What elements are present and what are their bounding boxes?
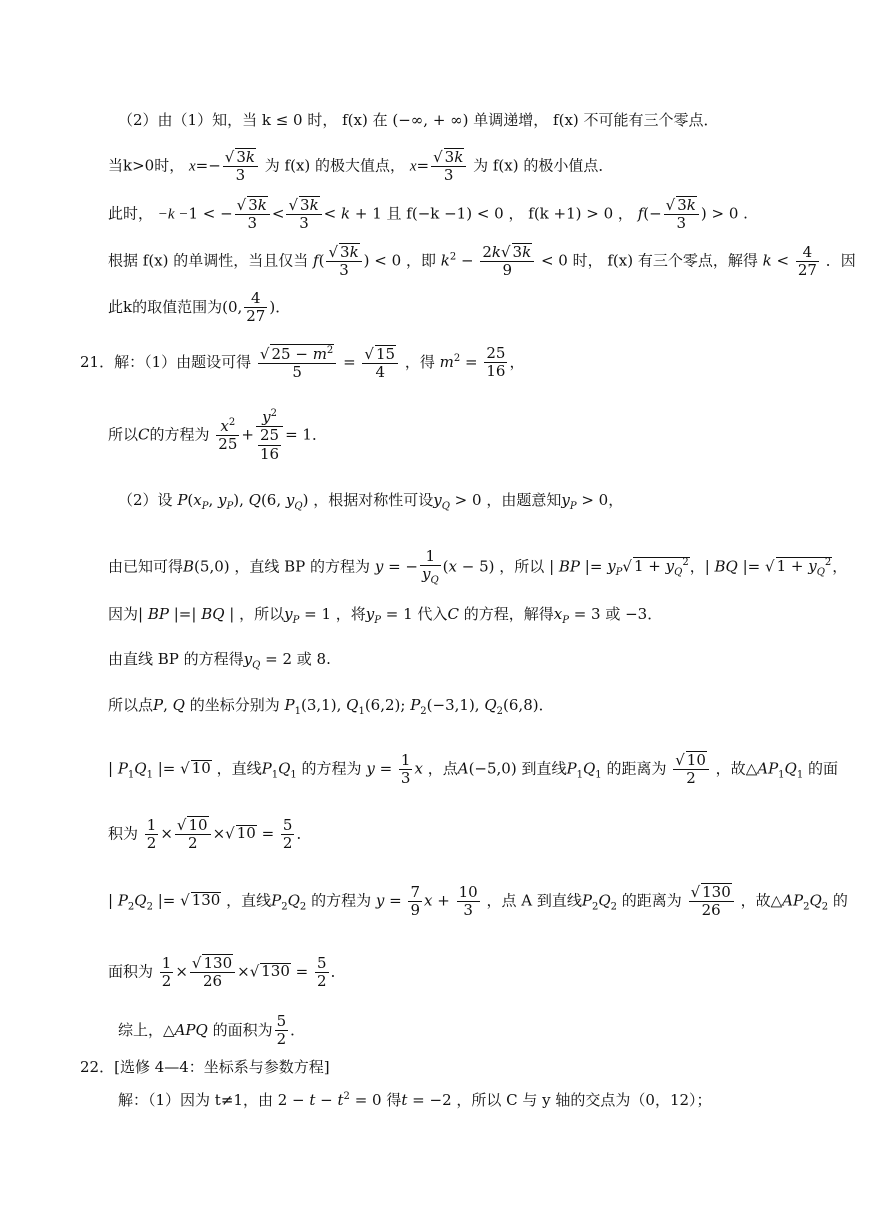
p2-line-4: 根据 f(x) 的单调性，当且仅当 f( $\frac{√ 3k}{3}$ ) < 0 ，即 $k^2$ − $\frac{2k√ 3k}{9}$ < 0 时， f(x) 有三个零点，解得 k < $\frac{4}{27}$ ．因 (108, 242, 856, 280)
p2-line-5: 此k的取值范围为(0, $\frac{4}{27}$ )． (108, 289, 291, 326)
q21-line-11: 面积为 $\frac{1}{2}$ × $\frac{√ 130}{26}$ ×√ 130 = $\frac{5}{2}$ ． (108, 953, 346, 991)
q21-line-2: 所以C的方程为 $\frac{x^2}{25}$ + $\frac{y^2}{\frac{25}{16}}$ = 1． (108, 408, 327, 463)
q21-line-10: | $P_2Q_2$ |= √ 130 ，直线$P_2Q_2$ 的方程为 y = $\frac{7}{9}$ x + $\frac{10}{3}$ ，点 A 到直线$P_2Q_2$ 的距离为 $\frac{√ 130}{26}$ ，故$\triangle AP_2Q_2$ 的 (108, 882, 848, 920)
q21-line-6: 由直线 BP 的方程得$y_Q = 2$ 或 8. (108, 650, 331, 671)
q21-line-7: 所以点P, Q 的坐标分别为 $P_1(3,1)$, $Q_1(6,2)$; $P_2(-3,1)$, $Q_2(6,8)$． (108, 696, 554, 717)
p2-line-3: 此时， −k −1 < − $\frac{√ 3k}{3}$ < $\frac{√ 3k}{3}$ < k + 1 且 f(−k −1) < 0 ， f(k +1) > 0 ， f(− $\frac{√ 3k}{3}$ ) > 0 . (108, 196, 748, 233)
q21-line-12: 综上，△APQ 的面积为 $\frac{5}{2}$ ． (118, 1012, 306, 1049)
q21-line-4: 由已知可得B(5,0) ，直线 BP 的方程为 y = − $\frac{1}{y_Q}$ (x − 5) ，所以 | BP |= $y_P√$ $1 + y_Q^2$，| BQ |= √ $1 + y_Q^2$， (108, 547, 848, 587)
q22-heading: 22．[选修 4—4：坐标系与参数方程] (80, 1058, 330, 1076)
q21-line-3: （2）设 $P(x_P$, $y_P$), Q(6, $y_Q$) ，根据对称性可设$y_Q > 0$ ，由题意知$y_P > 0$， (118, 491, 624, 512)
q21-line-9: 积为 $\frac{1}{2}$ × $\frac{√ 10}{2}$ ×√ 10 = $\frac{5}{2}$ ． (108, 815, 312, 853)
q21-line-5: 因为| BP |=| BQ | ，所以$y_P = 1$ ，将$y_P = 1$ 代入C 的方程，解得$x_P = 3$ 或 −3． (108, 605, 663, 626)
q22-line-1: 解：（1）因为 t≠1，由 $2 - t - t^2 = 0$ 得t = −2 ，所以 C 与 y 轴的交点为（0，12）； (118, 1091, 712, 1109)
p2-line-1: （2）由（1）知，当 k ≤ 0 时， f(x) 在 (−∞, + ∞) 单调递增， f(x) 不可能有三个零点． (118, 111, 719, 129)
q21-line-1: 21．解：（1）由题设可得 $\frac{√ 25 - m^2}{5}$ = $\frac{√ 15}{4}$ ，得 $m^2$ = $\frac{25}{16}$ ， (80, 344, 525, 382)
q21-line-8: | $P_1Q_1$ |= √ 10 ，直线$P_1Q_1$ 的方程为 y = $\frac{1}{3}$ x ，点A(−5,0) 到直线$P_1Q_1$ 的距离为 $\frac{√ 10}{2}$ ，故$\triangle AP_1Q_1$ 的面 (108, 750, 839, 788)
p2-line-2: 当k>0时， x=− $\frac{√ 3k}{3}$ 为 f(x) 的极大值点， x= $\frac{√ 3k}{3}$ 为 f(x) 的极小值点． (108, 148, 614, 185)
